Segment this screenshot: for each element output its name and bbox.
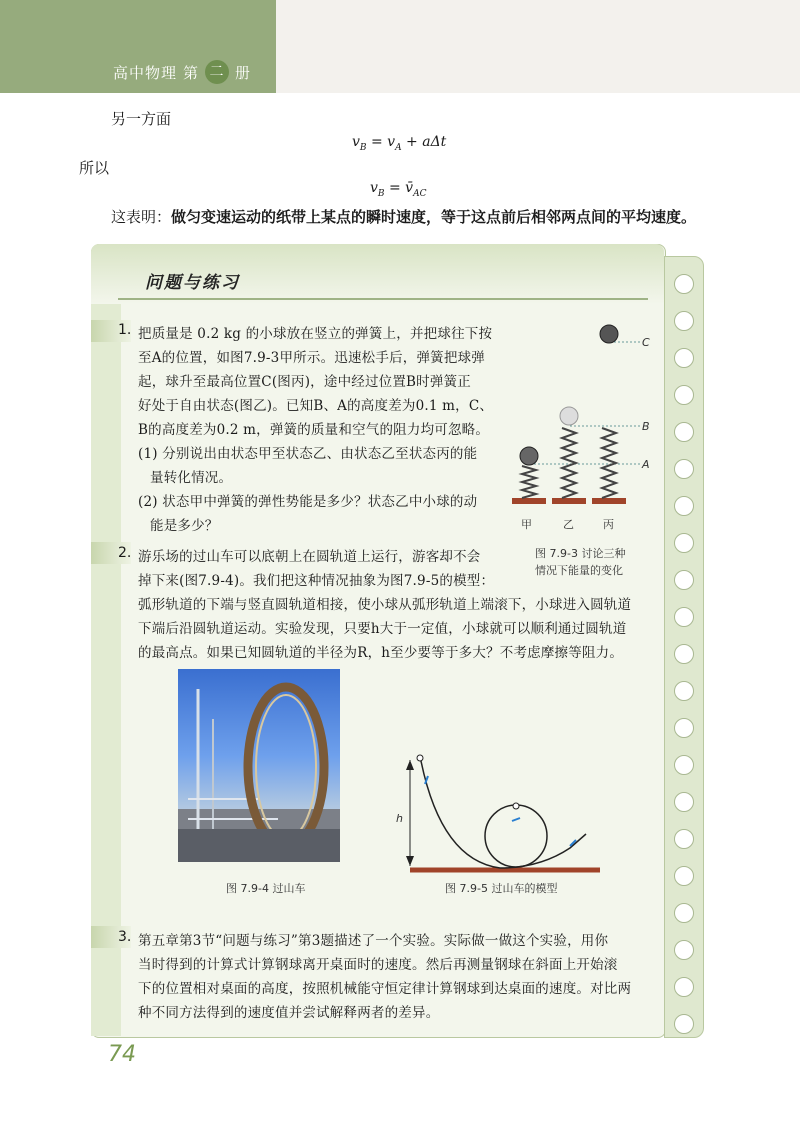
page-number: 74 — [108, 1042, 136, 1067]
conclusion-statement: 这表明：做匀变速运动的纸带上某点的瞬时速度，等于这点前后相邻两点间的平均速度。 — [111, 208, 697, 226]
binder-ring — [674, 533, 694, 553]
binder-ring — [674, 718, 694, 738]
binder-ring — [674, 977, 694, 997]
base-jia — [512, 498, 546, 504]
binder-ring — [674, 607, 694, 627]
spring-compressed — [522, 466, 536, 498]
binder-ring — [674, 348, 694, 368]
intro-line: 另一方面 — [111, 110, 172, 128]
volume-prefix: 第 — [183, 63, 200, 82]
spring-free — [602, 428, 616, 498]
formula-velocity: $v_B = v_A + a\Delta t$ — [352, 134, 447, 153]
q2-line: 下端后沿圆轨道运动。实验发现，只要h大于一定值，小球就可以顺利通过圆轨道 — [138, 621, 627, 637]
q1-line: 量转化情况。 — [150, 470, 233, 486]
q1-line: (2) 状态甲中弹簧的弹性势能是多少？状态乙中小球的动 — [138, 494, 478, 510]
volume-number-badge: 二 — [205, 60, 229, 84]
arc-track — [420, 756, 586, 868]
q1-line: 起，球升至最高位置C(图丙)，途中经过位置B时弹簧正 — [138, 374, 471, 390]
label-a: A — [642, 458, 650, 471]
q1-line: 能是多少？ — [150, 518, 219, 534]
binder-ring — [674, 459, 694, 479]
figure-7-9-5-caption: 图 7.9-5 过山车的模型 — [445, 882, 558, 895]
state-yi-label: 乙 — [563, 518, 574, 531]
q3-line: 当时得到的计算式计算钢球离开桌面时的速度。然后再测量钢球在斜面上开始滚 — [138, 957, 618, 973]
binder-ring — [674, 1014, 694, 1034]
question-3-number: 3. — [118, 929, 132, 945]
binder-ring — [674, 681, 694, 701]
binder-ring — [674, 755, 694, 775]
formula-average-velocity: $v_B$ = $v̄_{AC}$ — [370, 180, 427, 199]
q3-line: 种不同方法得到的速度值并尝试解释两者的差异。 — [138, 1005, 440, 1021]
binder-ring — [674, 385, 694, 405]
height-label: h — [396, 812, 403, 825]
question-1-number: 1. — [118, 322, 132, 338]
spring-relaxed — [562, 428, 576, 498]
q1-line: B的高度差为0.2 m，弹簧的质量和空气的阻力均可忽略。 — [138, 422, 490, 438]
binder-ring — [674, 829, 694, 849]
q2-line: 弧形轨道的下端与竖直圆轨道相接，使小球从弧形轨道上端滚下，小球进入圆轨道 — [138, 597, 632, 613]
loop-track — [485, 805, 547, 867]
label-b: B — [642, 420, 650, 433]
state-bing-label: 丙 — [603, 518, 614, 531]
binder-ring — [674, 644, 694, 664]
base-bing — [592, 498, 626, 504]
q1-line: (1) 分别说出由状态甲至状态乙、由状态乙至状态丙的能 — [138, 446, 478, 462]
so-line: 所以 — [79, 159, 110, 177]
binder-ring — [674, 311, 694, 331]
binder-ring — [674, 274, 694, 294]
q3-line: 第五章第3节“问题与练习”第3题描述了一个实验。实际做一做这个实验，用你 — [138, 933, 609, 949]
figure-7-9-3-caption-1: 图 7.9-3 讨论三种 — [535, 547, 626, 560]
running-header — [113, 60, 251, 84]
q2-line: 的最高点。如果已知圆轨道的半径为R，h至少要等于多大？不考虑摩擦等阻力。 — [138, 645, 624, 661]
q3-line: 下的位置相对桌面的高度，按照机械能守恒定律计算钢球到达桌面的速度。对比两 — [138, 981, 632, 997]
base-yi — [552, 498, 586, 504]
binder-ring — [674, 570, 694, 590]
binder-ring — [674, 792, 694, 812]
figure-7-9-3-caption-2: 情况下能量的变化 — [535, 564, 623, 577]
q1-line: 把质量是 0.2 kg 的小球放在竖立的弹簧上，并把球往下按 — [138, 326, 493, 342]
q1-line: 至A的位置，如图7.9-3甲所示。迅速松手后，弹簧把球弹 — [138, 350, 485, 366]
binder-ring — [674, 422, 694, 442]
title-divider — [118, 298, 648, 300]
q2-line: 掉下来(图7.9-4)。我们把这种情况抽象为图7.9-5的模型： — [138, 573, 495, 589]
exercises-title: 问题与练习 — [145, 273, 240, 293]
ball-at-b — [560, 407, 578, 425]
ball-at-a — [520, 447, 538, 465]
q1-line: 好处于自由状态(图乙)。已知B、A的高度差为0.1 m，C、 — [138, 398, 494, 414]
figure-spring-states — [500, 318, 660, 533]
binder-ring — [674, 940, 694, 960]
binder-ring — [674, 866, 694, 886]
coaster-model-diagram — [400, 740, 610, 880]
figure-7-9-4-caption: 图 7.9-4 过山车 — [226, 882, 306, 895]
q2-line: 游乐场的过山车可以底朝上在圆轨道上运行，游客却不会 — [138, 549, 481, 565]
label-c: C — [642, 336, 650, 349]
volume-suffix: 册 — [235, 63, 252, 82]
binder-ring — [674, 496, 694, 516]
binder-ring — [674, 903, 694, 923]
state-jia-label: 甲 — [521, 518, 532, 531]
roller-coaster-photo — [178, 669, 340, 862]
subject-label: 高中物理 — [113, 63, 178, 82]
question-2-number: 2. — [118, 545, 132, 561]
ball-at-c — [600, 325, 618, 343]
